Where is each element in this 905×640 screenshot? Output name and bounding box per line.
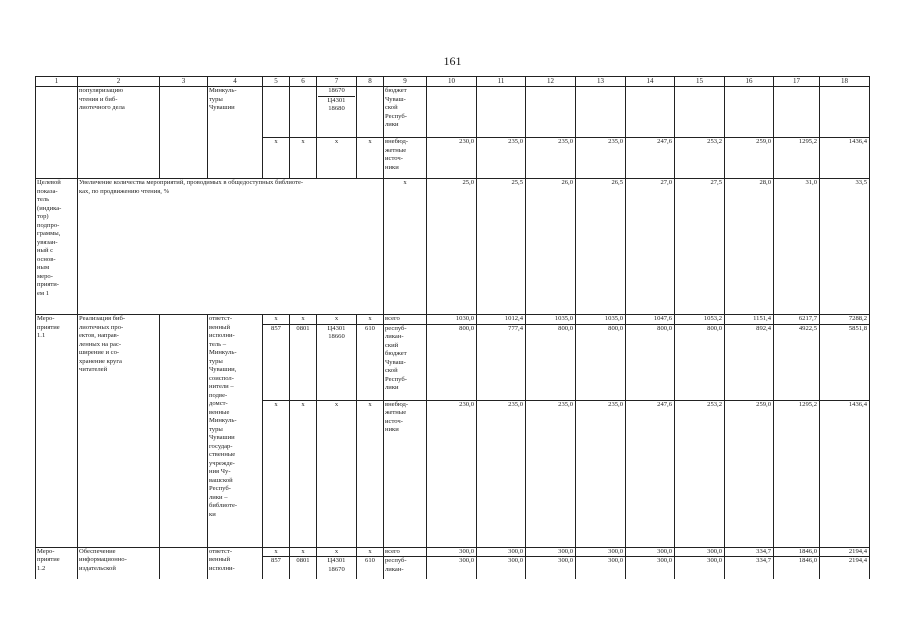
table-row: x x x x внебюд- жетные источ- ники 230,0 235,0 235,0 235,0 247,6 253,2 259,0 1295,2 1436,4 — [36, 400, 870, 547]
source-cell: внебюд- жетные источ- ники — [384, 138, 427, 179]
header-cell: 5 — [263, 77, 290, 87]
header-cell: 6 — [290, 77, 317, 87]
header-cell: 12 — [526, 77, 576, 87]
source-cell: внебюд- жетные источ- ники — [384, 400, 427, 547]
header-cell: 17 — [774, 77, 820, 87]
header-cell: 7 — [317, 77, 357, 87]
col3-cell — [160, 87, 208, 179]
target-label-cell: Целевой показа- тель (индика- тор) подпро- граммы, увязан- ный с основ- ным меро- прияти- ем 1 — [36, 179, 78, 315]
table-row: Меро- приятие 1.2 Обеспечение информационно- издательской ответст- венный исполни- x x x x всего 300,0 300,0 300,0 300,0 300,0 300,0 334,7 1846,0 2194,4 — [36, 547, 870, 557]
header-cell: 13 — [576, 77, 626, 87]
table-row: 857 0801 Ц4301 18660 610 респуб- ликан- ский бюджет Чуваш- ской Респуб- лики 800,0 777,4 800,0 800,0 800,0 800,0 892,4 4922,5 5851,8 — [36, 324, 870, 400]
header-cell: 9 — [384, 77, 427, 87]
col1-cell — [36, 87, 78, 179]
header-cell: 11 — [477, 77, 526, 87]
page-number: 161 — [443, 54, 462, 68]
header-cell: 16 — [725, 77, 774, 87]
table-row: 857 0801 Ц4301 18670 610 респуб- ликан- 300,0 300,0 300,0 300,0 300,0 300,0 334,7 1846,0 2194,4 — [36, 557, 870, 579]
header-cell: 2 — [78, 77, 160, 87]
target-description: Увеличение количества мероприятий, проводимых в общедоступных библиоте- ках, по продвижению чтения, % — [78, 179, 384, 315]
header-row — [36, 77, 870, 87]
header-cell: 8 — [357, 77, 384, 87]
budget-table — [35, 76, 870, 579]
event-name-cell: популяризацию чтения и биб- лиотечного дела — [78, 87, 160, 179]
executor-cell: ответст- венный исполни- — [208, 547, 263, 579]
header-cell: 10 — [427, 77, 477, 87]
header-cell: 1 — [36, 77, 78, 87]
event-number-cell: Меро- приятие 1.2 — [36, 547, 78, 579]
table-row: Меро- приятие 1.1 Реализация биб- лиотечных про- ектов, направ- ленных на рас- ширение и со- хранение круга читателей ответст- венный исполни- тель – Минкуль- туры Чувашии, соиспол- нители – подве- домст- венные Минкуль- туры Чувашии государ- ственные учрежде- ния Чу- вашской Респуб- лики – библиоте- ки x x x x всего 1030,0 1012,4 1035,0 1035,0 1047,6 1053,2 1151,4 6217,7 7288,2 — [36, 315, 870, 325]
source-cell: респуб- ликан- — [384, 557, 427, 579]
table-row: x x x x внебюд- жетные источ- ники 230,0 235,0 235,0 235,0 247,6 253,2 259,0 1295,2 1436,4 — [36, 138, 870, 179]
header-cell: 4 — [208, 77, 263, 87]
source-cell: респуб- ликан- ский бюджет Чуваш- ской Респуб- лики — [384, 324, 427, 400]
executor-cell: ответст- венный исполни- тель – Минкуль- туры Чувашии, соиспол- нители – подве- домст- венные Минкуль- туры Чувашии государ- ственные учрежде- ния Чу- вашской Респуб- лики – библиоте- ки — [208, 315, 263, 548]
header-cell: 18 — [820, 77, 870, 87]
table-row — [36, 87, 870, 138]
event-number-cell: Меро- приятие 1.1 — [36, 315, 78, 548]
header-cell: 14 — [626, 77, 675, 87]
code-cell: 18670 Ц4301 18680 — [317, 87, 357, 138]
executor-cell: Минкуль- туры Чувашии — [208, 87, 263, 179]
event-name-cell: Обеспечение информационно- издательской — [78, 547, 160, 579]
target-indicator-row: Целевой показа- тель (индика- тор) подпро- граммы, увязан- ный с основ- ным меро- прияти- ем 1 Увеличение количества мероприятий, проводимых в общедоступных библиоте- ках, по продвижению чтения, % x 25,0 25,5 26,0 26,5 27,0 27,5 28,0 31,0 33,5 — [36, 179, 870, 315]
source-cell: бюджет Чуваш- ской Респуб- лики — [384, 87, 427, 138]
event-name-cell: Реализация биб- лиотечных про- ектов, направ- ленных на рас- ширение и со- хранение круга читателей — [78, 315, 160, 548]
header-cell: 3 — [160, 77, 208, 87]
header-cell: 15 — [675, 77, 725, 87]
